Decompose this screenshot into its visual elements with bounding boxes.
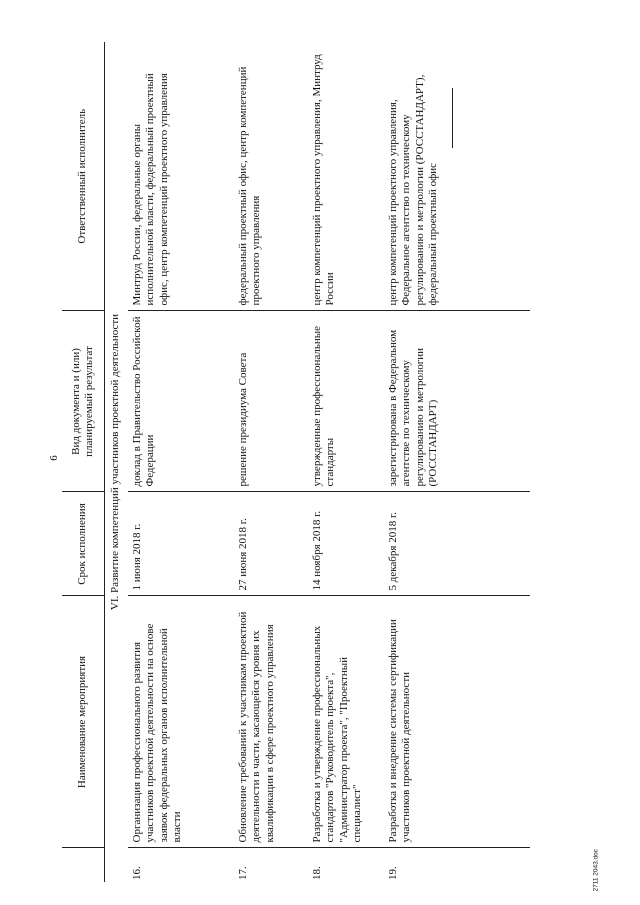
rotated-table-container — [62, 42, 602, 882]
header-doc: Вид документа и (или) планируемый результат — [62, 311, 105, 492]
row-name: Обновление требований к участникам проектной деятельности в части, касающейся уровня их квалификации в сфере проектного управления — [234, 596, 308, 848]
row-term: 14 ноября 2018 г. — [308, 492, 384, 596]
row-doc: решение президиума Совета — [234, 311, 308, 492]
row-term: 1 июня 2018 г. — [128, 492, 234, 596]
row-responsible: центр компетенций проектного управления, Федеральное агентство по техническому регулированию и метрологии (РОССТАНДАРТ), федеральный проектный офис — [384, 42, 472, 311]
header-num — [62, 848, 105, 882]
table-row — [384, 42, 472, 882]
row-number: 18. — [311, 866, 324, 880]
row-number: 19. — [387, 866, 400, 880]
section-title: VI. Развитие компетенций участников проектной деятельности — [109, 313, 121, 611]
row-number: 17. — [237, 866, 250, 880]
row-name: Разработка и утверждение профессиональных стандартов "Руководитель проекта", "Администратор проекта", "Проектный специалист" — [308, 596, 384, 848]
spacer-cell — [472, 596, 530, 848]
row-term: 5 декабря 2018 г. — [384, 492, 472, 596]
spacer-cell — [472, 42, 530, 311]
spacer-row — [472, 42, 530, 882]
header-term: Срок исполнения — [62, 492, 105, 596]
table-row — [308, 42, 384, 882]
table-header-row — [62, 42, 105, 882]
header-name: Наименование мероприятия — [62, 596, 105, 848]
spacer-cell — [472, 848, 530, 882]
row-responsible: центр компетенций проектного управления, Минтруд России — [308, 42, 384, 311]
table-row — [128, 42, 234, 882]
end-rule-divider — [452, 88, 453, 148]
header-responsible: Ответственный исполнитель — [62, 42, 105, 311]
row-name: Организация профессионального развития участников проектной деятельности на основе заявок федеральных органов исполнительной власти — [128, 596, 234, 848]
events-table — [62, 42, 530, 882]
row-responsible: федеральный проектный офис, центр компетенций проектного управления — [234, 42, 308, 311]
spacer-cell — [472, 311, 530, 492]
row-doc: утвержденные профессиональные стандарты — [308, 311, 384, 492]
row-number: 16. — [131, 866, 144, 880]
table-row — [234, 42, 308, 882]
row-responsible: Минтруд России, федеральные органы исполнительной власти, федеральный проектный офис, центр компетенций проектного управления — [128, 42, 234, 311]
page-number: 6 — [48, 455, 60, 461]
document-footer-code: 2711 2043.doc — [592, 848, 600, 892]
row-doc: доклад в Правительство Российской Федерации — [128, 311, 234, 492]
row-doc: зарегистрирована в Федеральном агентстве по техническому регулированию и метрологии (РОССТАНДАРТ) — [384, 311, 472, 492]
section-row — [105, 42, 129, 882]
spacer-cell — [472, 492, 530, 596]
row-term: 27 июня 2018 г. — [234, 492, 308, 596]
row-name: Разработка и внедрение системы сертификации участников проектной деятельности — [384, 596, 472, 848]
